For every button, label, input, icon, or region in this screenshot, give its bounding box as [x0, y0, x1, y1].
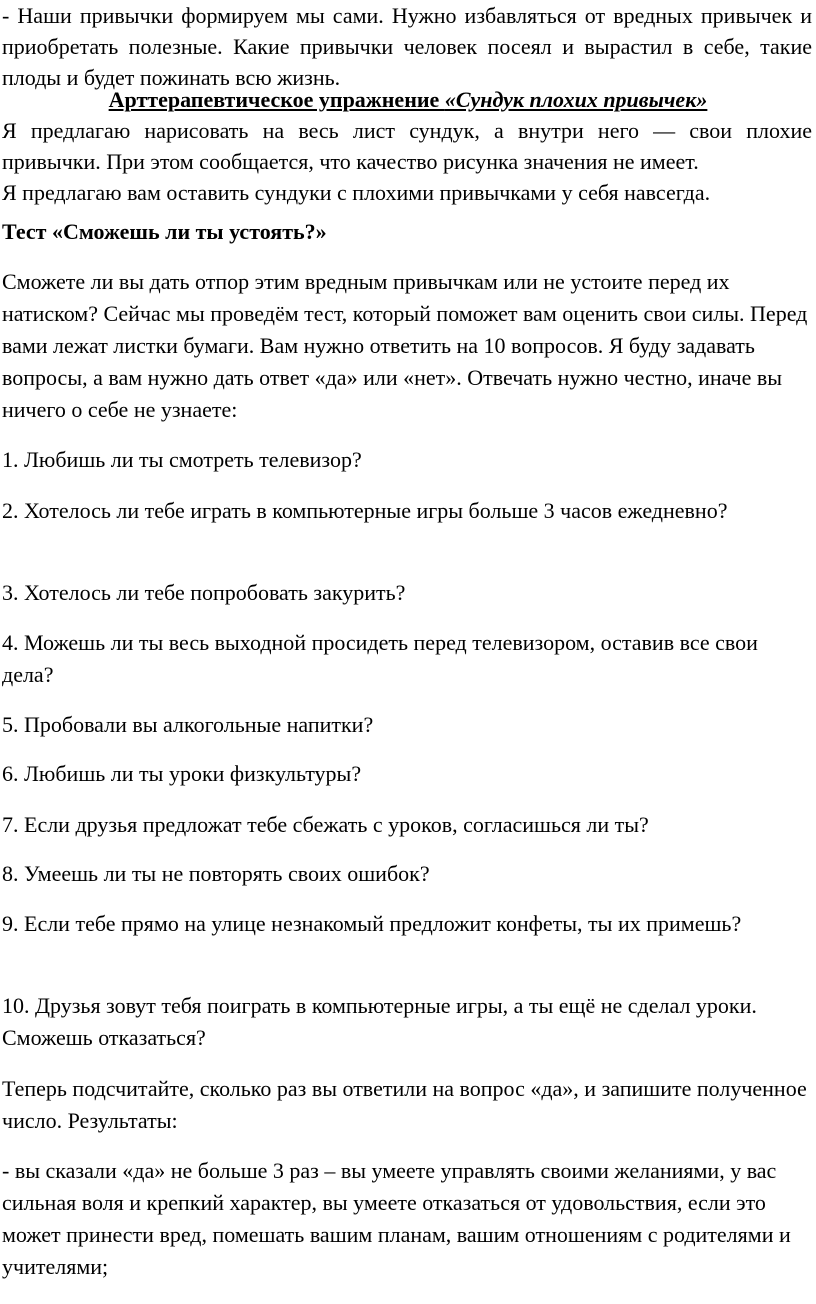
intro-section	[2, 0, 812, 93]
question-6: 6. Любишь ли ты уроки физкультуры?	[2, 761, 362, 786]
question-5: 5. Пробовали вы алкогольные напитки?	[2, 712, 374, 737]
intro-paragraph: - Наши привычки формируем мы сами. Нужно избавляться от вредных привычек и приобретать полезные. Какие привычки человек посеял и вырастил в себе, такие плоды и будет пожинать всю жизнь.	[2, 3, 812, 90]
test-heading: Тест «Сможешь ли ты устоять?»	[2, 219, 327, 244]
exercise-title-plain: Арттерапевтическое упражнение	[108, 87, 445, 112]
question-4: 4. Можешь ли ты весь выходной просидеть перед телевизором, оставив все свои дела?	[2, 630, 758, 687]
results-intro: Теперь подсчитайте, сколько раз вы ответили на вопрос «да», и запишите полученное число. Результаты:	[2, 1076, 807, 1133]
exercise-paragraph-1: Я предлагаю нарисовать на весь лист сундук, а внутри него — свои плохие привычки. При этом сообщается, что качество рисунка значения не имеет.	[2, 118, 812, 174]
question-8: 8. Умеешь ли ты не повторять своих ошибок?	[2, 861, 430, 886]
exercise-title-italic: «Сундук плохих привычек»	[444, 87, 708, 112]
exercise-title	[0, 84, 816, 115]
question-3: 3. Хотелось ли тебе попробовать закурить?	[2, 580, 406, 605]
question-9: 9. Если тебе прямо на улице незнакомый предложит конфеты, ты их примешь?	[2, 911, 742, 936]
exercise-section	[2, 115, 812, 208]
question-1: 1. Любишь ли ты смотреть телевизор?	[2, 447, 362, 472]
exercise-paragraph-2: Я предлагаю вам оставить сундуки с плохими привычками у себя навсегда.	[2, 180, 711, 205]
question-2: 2. Хотелось ли тебе играть в компьютерные игры больше 3 часов ежедневно?	[2, 498, 728, 523]
result-1: - вы сказали «да» не больше 3 раз – вы умеете управлять своими желаниями, у вас сильная воля и крепкий характер, вы умеете отказаться от удовольствия, если это может принести вред, помешать вашим планам, вашим отношениям с родителями и учителями;	[2, 1158, 791, 1279]
question-7: 7. Если друзья предложат тебе сбежать с уроков, согласишься ли ты?	[2, 812, 649, 837]
test-intro: Сможете ли вы дать отпор этим вредным привычкам или не устоите перед их натиском? Сейчас мы проведём тест, который поможет вам оценить свои силы. Перед вами лежат листки бумаги. Вам нужно ответить на 10 вопросов. Я буду задавать вопросы, а вам нужно дать ответ «да» или «нет». Отвечать нужно честно, иначе вы ничего о себе не узнаете:	[2, 269, 808, 422]
question-10: 10. Друзья зовут тебя поиграть в компьютерные игры, а ты ещё не сделал уроки. Сможешь отказаться?	[2, 993, 757, 1050]
